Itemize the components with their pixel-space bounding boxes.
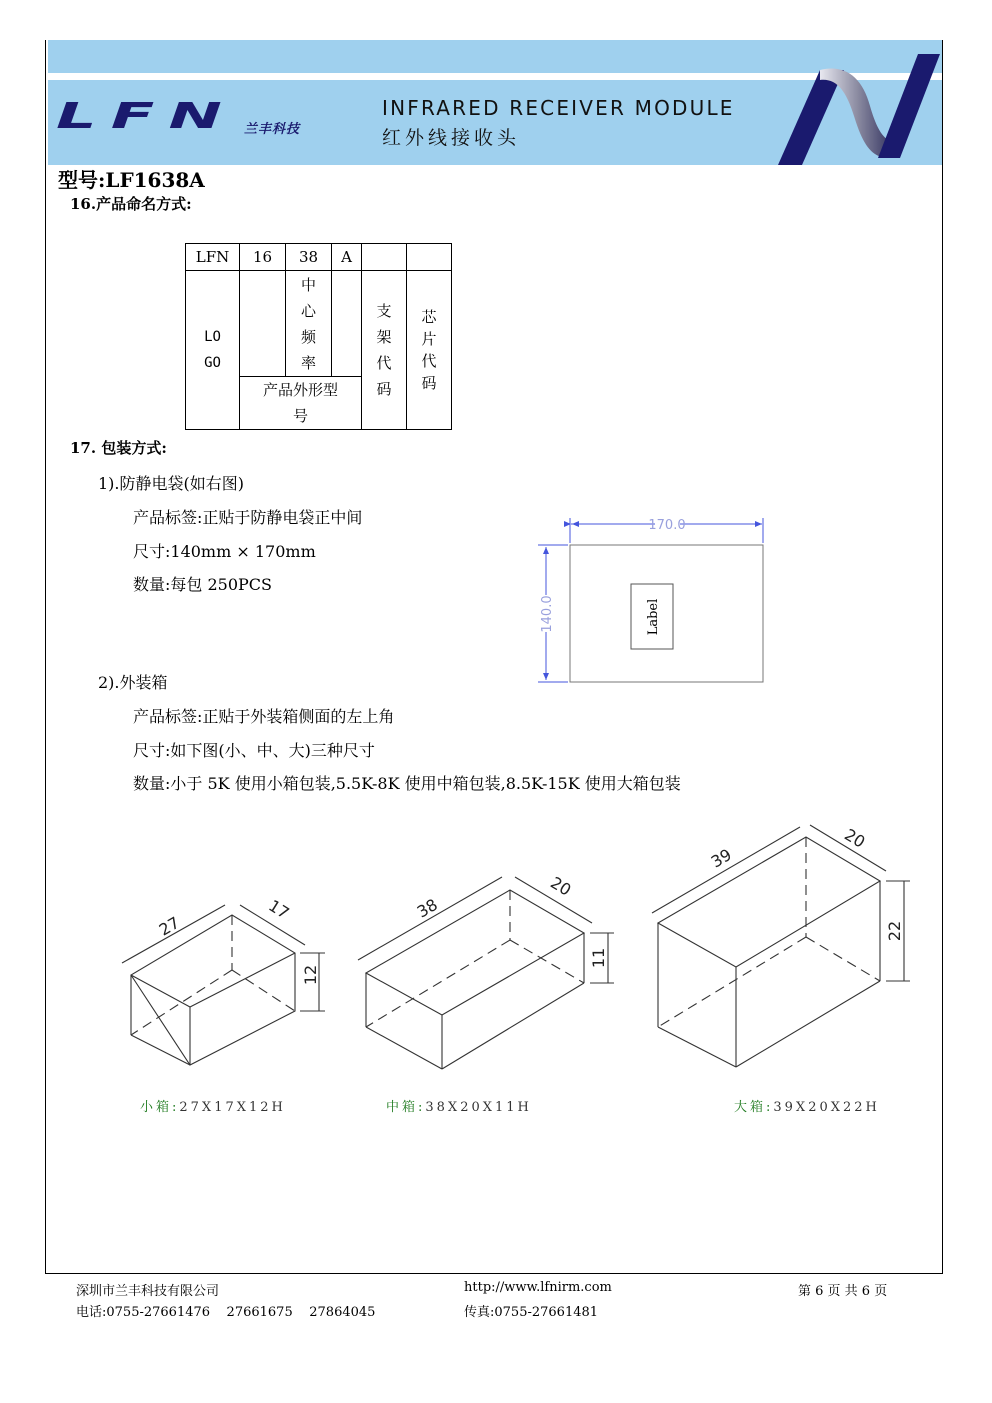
large-width: 20 — [841, 824, 869, 852]
section-16-title: 16.产品命名方式: — [70, 195, 192, 213]
page-frame — [45, 40, 943, 1274]
carton-diagrams — [100, 815, 930, 1080]
bag-width-label: 170.0 — [648, 518, 686, 533]
small-height: 12 — [301, 964, 320, 986]
box-label-line: 产品标签:正贴于外装箱侧面的左上角 — [133, 707, 395, 726]
footer-page-number: 第 6 页 共 6 页 — [798, 1284, 888, 1299]
bag-qty-line: 数量:每包 250PCS — [133, 575, 272, 594]
bag-height-label: 140.0 — [540, 595, 555, 633]
naming-head-cell — [407, 244, 452, 271]
lfn-logo — [54, 98, 244, 132]
freq-cell: 中 心 频 率 — [286, 271, 332, 377]
page-header — [48, 40, 942, 165]
logo-cell: LO GO — [186, 271, 240, 430]
small-box-caption: 小箱:27X17X12H — [140, 1100, 286, 1115]
naming-head-cell: 38 — [286, 244, 332, 271]
box-qty-line: 数量:小于 5K 使用小箱包装,5.5K-8K 使用中箱包装,8.5K-15K 使用大箱包装 — [133, 774, 681, 793]
bag-label-line: 产品标签:正贴于防静电袋正中间 — [133, 508, 363, 527]
naming-table — [185, 243, 452, 430]
header-title-cn: 红外线接收头 — [382, 127, 521, 149]
medium-height: 11 — [589, 947, 608, 969]
box-heading: 2).外装箱 — [98, 673, 168, 692]
footer-company: 深圳市兰丰科技有限公司 — [76, 1284, 220, 1299]
section-17-title: 17. 包装方式: — [70, 439, 167, 457]
naming-head-cell: LFN — [186, 244, 240, 271]
brand-logo-text: LFN — [56, 98, 236, 132]
shape-model-cell: 产品外形型 号 — [240, 377, 362, 430]
footer-fax: 传真:0755-27661481 — [464, 1305, 599, 1320]
large-box — [652, 825, 910, 1067]
label-box-text: Label — [646, 598, 661, 636]
chip-code-cell: 芯 片 代 码 — [407, 271, 452, 430]
lfn-ribbon-n-icon — [774, 46, 942, 165]
bag-size-line: 尺寸:140mm × 170mm — [133, 542, 316, 561]
small-width: 17 — [265, 895, 293, 923]
naming-head-cell — [362, 244, 407, 271]
medium-box — [358, 877, 614, 1069]
brand-cn: 兰丰科技 — [244, 122, 301, 137]
box-size-line: 尺寸:如下图(小、中、大)三种尺寸 — [133, 741, 375, 760]
medium-length: 38 — [413, 894, 441, 922]
large-length: 39 — [707, 844, 735, 872]
naming-head-cell: 16 — [240, 244, 286, 271]
large-box-caption: 大箱:39X20X22H — [734, 1100, 880, 1115]
footer-url[interactable]: http://www.lfnirm.com — [464, 1280, 612, 1295]
bag-outline — [570, 545, 763, 682]
model-number: 型号:LF1638A — [58, 168, 205, 192]
small-box — [122, 905, 325, 1065]
bracket-code-cell: 支 架 代 码 — [362, 271, 407, 430]
bag-heading: 1).防静电袋(如右图) — [98, 474, 244, 493]
footer-phone: 电话:0755-27661476 27661675 27864045 — [76, 1305, 376, 1320]
large-height: 22 — [885, 920, 904, 942]
medium-width: 20 — [547, 872, 575, 900]
medium-box-caption: 中箱:38X20X11H — [386, 1100, 532, 1115]
naming-empty-cell — [240, 271, 286, 377]
small-length: 27 — [155, 912, 183, 940]
bag-diagram — [530, 510, 780, 695]
header-title-en: INFRARED RECEIVER MODULE — [382, 96, 735, 120]
naming-head-cell: A — [332, 244, 362, 271]
naming-empty-cell — [332, 271, 362, 377]
